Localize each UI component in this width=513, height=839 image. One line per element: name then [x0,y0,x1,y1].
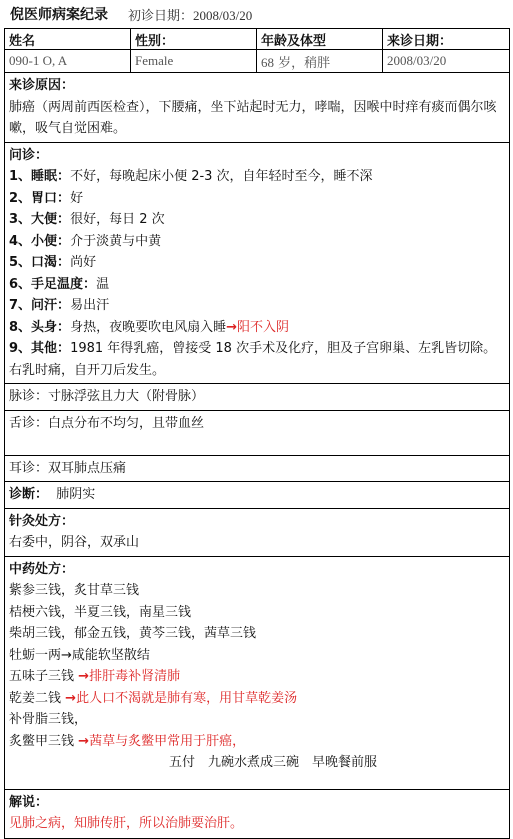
herbal-line-note: 排肝毒补肾清肺 [89,669,181,684]
acupuncture-text: 右委中，阴谷，双承山 [9,535,140,550]
inquiry-item-label: 5、 [9,255,32,270]
inquiry-item-note: 阳不入阴 [236,319,289,335]
inquiry-item-label: 7、 [9,298,32,313]
herbal-line-text: 紫参三钱，炙甘草三钱 [9,583,140,598]
inquiry-item-text: 介于淡黄与中黄 [70,233,162,249]
inquiry-item: 6、手足温度：温 [9,276,110,292]
diagnosis-section [5,482,510,509]
herbal-line [9,709,505,731]
inquiry-item-text: 很好，每日 2 次 [70,212,165,227]
tongue-section [5,410,510,455]
patient-gender: Female [131,50,257,73]
herbal-line-text: 牡蛎一两→咸能软坚散结 [9,647,150,663]
inquiry-item-label: 3、 [9,212,32,227]
tongue-text: 舌诊：白点分布不均匀，且带血丝 [9,415,205,431]
patient-age: 68 岁，稍胖 [257,50,383,73]
inquiry-item-label: 2、 [9,190,32,206]
patient-id: 090-1 O, A [5,50,131,73]
arrow-icon: → [65,690,77,706]
inquiry-item: 2、胃口：好 [9,190,84,206]
inquiry-item-label: 8、 [9,319,32,335]
ear-text: 耳诊：双耳肺点压痛 [9,460,127,476]
herbal-line [9,623,505,645]
col-visit-date: 来诊日期： [383,29,510,50]
explanation-label: 解说： [9,794,49,810]
herbal-line-text: 桔梗六钱，半夏三钱，南星三钱 [9,604,192,620]
herbal-line [9,645,505,667]
arrow-icon: → [226,319,237,335]
inquiry-item-label: 6、 [9,276,32,292]
col-age: 年龄及体型 [257,29,383,50]
inquiry-item-text: 尚好 [70,255,97,270]
acupuncture-label: 针灸处方： [9,513,75,529]
reason-text: 肺癌（两周前西医检查），下腰痛，坐下站起时无力，哮喘，因喉中时痒有痰而偶尔咳嗽，吸气自觉困难。 [9,99,497,136]
arrow-icon: → [78,733,90,749]
inquiry-item: 1、睡眠：不好，每晚起床小便 2-3 次，自年轻时至今，睡不深 [9,169,373,184]
inquiry-label: 问诊： [9,147,49,163]
explanation-section [5,789,510,838]
inquiry-item: 5、口渴：尚好 [9,255,97,270]
inquiry-item-text: 好 [70,190,84,206]
patient-row [5,50,510,73]
arrow-icon: → [78,669,90,684]
inquiry-list [9,166,505,381]
herbal-line-text: 乾姜二钱 [9,690,62,706]
col-name: 姓名 [5,29,131,50]
herbal-line-text: 炙鳖甲三钱 [9,733,75,749]
herbal-line-note: 此人口不渴就是肺有寒，用甘草乾姜汤 [76,690,298,706]
herbal-line-text: 五味子三钱 [9,669,75,684]
diagnosis-text: 肺阴实 [56,487,96,502]
reason-section [5,73,510,143]
acupuncture-section [5,508,510,556]
record-table [4,28,510,839]
herbal-line [9,688,505,710]
herbal-line-text: 柴胡三钱，郁金五钱，黄芩三钱，茜草三钱 [9,626,257,641]
herbal-line [9,580,505,602]
ear-section [5,455,510,482]
herbal-label: 中药处方： [9,561,75,577]
herbal-line [9,602,505,624]
patient-visit-date: 2008/03/20 [383,50,510,73]
inquiry-item: 3、大便：很好，每日 2 次 [9,212,165,227]
herbal-list [9,580,505,752]
herbal-dosage: 五付 九碗水煮成三碗 早晚餐前服 [169,755,378,770]
inquiry-item-text: 1981 年得乳癌，曾接受 18 次手术及化疗，胆及子宫卵巢、左乳皆切除。右乳时痛，自开刀后发生。 [9,341,497,378]
inquiry-item-label: 9、 [9,341,32,356]
reason-label: 来诊原因： [9,78,75,93]
column-header-row [5,29,510,50]
herbal-line-note: 茜草与炙鳖甲常用于肝癌， [89,733,246,749]
herbal-line-text: 补骨脂三钱， [9,712,88,727]
inquiry-item: 7、问汗：易出汗 [9,298,110,313]
inquiry-item-text: 身热，夜晚要吹电风扇入睡 [70,319,227,335]
inquiry-item: 9、其他：1981 年得乳癌，曾接受 18 次手术及化疗，胆及子宫卵巢、左乳皆切除。右乳时痛，自开刀后发生。 [9,341,497,378]
case-record [4,0,509,839]
herbal-section [5,556,510,789]
col-gender: 性别： [131,29,257,50]
record-header [4,0,509,28]
pulse-text: 脉诊：寸脉浮弦且力大（附骨脉） [9,389,205,404]
first-visit-date: 初诊日期：2008/03/20 [128,7,253,24]
inquiry-section [5,142,510,384]
pulse-section [5,384,510,411]
herbal-line [9,731,505,753]
herbal-line [9,666,505,688]
inquiry-item-label: 4、 [9,233,32,249]
inquiry-item-text: 不好，每晚起床小便 2-3 次，自年轻时至今，睡不深 [70,169,373,184]
explanation-text: 见肺之病，知肺传肝，所以治肺要治肝。 [9,816,244,831]
inquiry-item: 4、小便：介于淡黄与中黄 [9,233,162,249]
inquiry-item-label: 1、 [9,169,32,184]
inquiry-item-text: 温 [96,276,110,292]
inquiry-item: 8、头身：身热，夜晚要吹电风扇入睡→阳不入阴 [9,319,289,335]
diagnosis-label: 诊断： [9,487,49,502]
inquiry-item-text: 易出汗 [70,298,110,313]
record-title: 倪医师病案纪录 [10,7,108,23]
